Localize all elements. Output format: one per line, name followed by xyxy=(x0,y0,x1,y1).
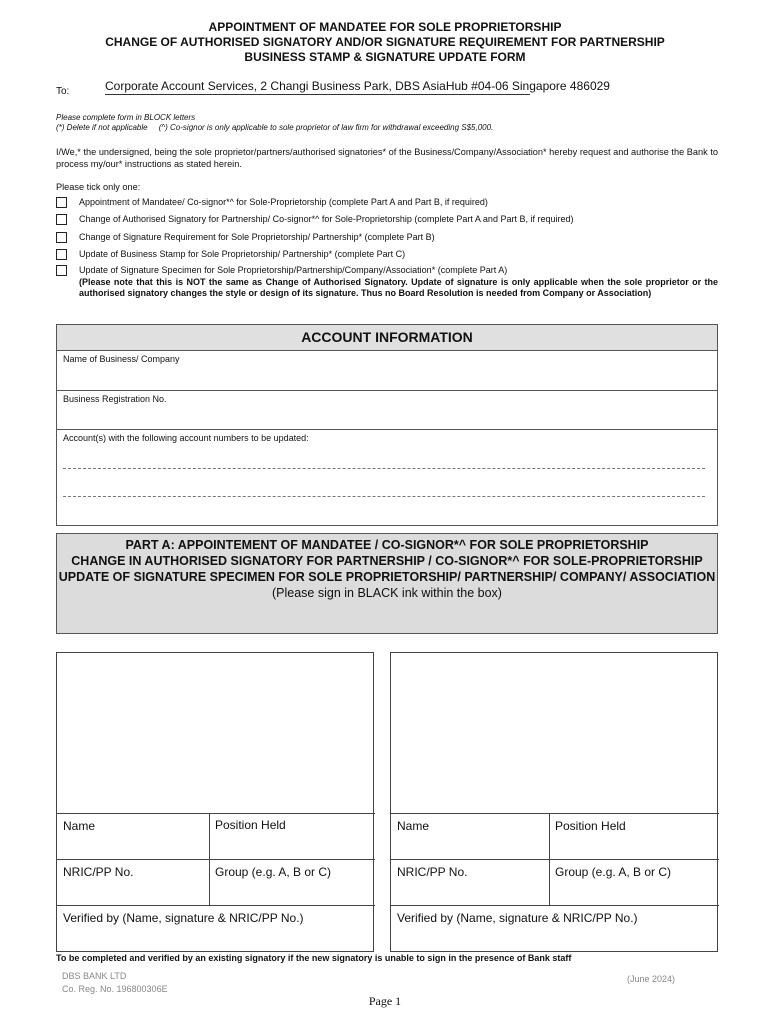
account-information-heading: ACCOUNT INFORMATION xyxy=(57,325,717,350)
business-name-label: Name of Business/ Company xyxy=(63,354,180,364)
verification-note: To be completed and verified by an existing signatory if the new signatory is unable to sign in the presence of Bank staff xyxy=(56,953,572,963)
nric-field-1[interactable] xyxy=(57,859,209,905)
option-update-business-stamp xyxy=(56,249,718,260)
group-label: Group (e.g. A, B or C) xyxy=(555,865,672,879)
option-label: Update of Signature Specimen for Sole Proprietorship/Partnership/Company/Association* (complete Part A) xyxy=(79,265,508,275)
account-information-section xyxy=(56,324,718,526)
option-change-signature-requirement xyxy=(56,232,718,243)
company-info xyxy=(62,970,168,996)
block-letters-note: Please complete form in BLOCK letters xyxy=(56,113,196,122)
to-label: To: xyxy=(56,86,70,97)
name-label: Name xyxy=(397,819,430,833)
position-held-field-1[interactable] xyxy=(209,813,375,859)
group-field-1[interactable] xyxy=(209,859,375,905)
signatory-box-1 xyxy=(56,652,374,952)
part-a-line-2: CHANGE IN AUTHORISED SIGNATORY FOR PARTNERSHIP / CO-SIGNOR*^ FOR SOLE-PROPRIETORSHIP xyxy=(71,554,703,568)
part-a-instruction: (Please sign in BLACK ink within the box) xyxy=(272,586,502,600)
title-line-3: BUSINESS STAMP & SIGNATURE UPDATE FORM xyxy=(244,50,526,64)
option-checkbox[interactable] xyxy=(56,249,67,260)
option-label: Update of Business Stamp for Sole Proprietorship/ Partnership* (complete Part C) xyxy=(79,249,406,259)
title-line-1: APPOINTMENT OF MANDATEE FOR SOLE PROPRIETORSHIP xyxy=(208,20,562,34)
option-label: Change of Signature Requirement for Sole Proprietorship/ Partnership* (complete Part B) xyxy=(79,232,435,242)
account-numbers-label: Account(s) with the following account numbers to be updated: xyxy=(63,433,309,443)
form-version-date: (June 2024) xyxy=(627,974,676,984)
signature-area-1[interactable] xyxy=(57,653,373,813)
title-line-2: CHANGE OF AUTHORISED SIGNATORY AND/OR SIGNATURE REQUIREMENT FOR PARTNERSHIP xyxy=(105,35,665,49)
verified-by-label: Verified by (Name, signature & NRIC/PP No.) xyxy=(63,911,304,925)
signature-area-2[interactable] xyxy=(391,653,717,813)
part-a-heading xyxy=(56,533,718,634)
business-name-field[interactable] xyxy=(57,350,717,390)
name-field-2[interactable] xyxy=(391,813,549,859)
position-held-field-2[interactable] xyxy=(549,813,719,859)
to-address: Corporate Account Services, 2 Changi Business Park, DBS AsiaHub #04-06 Singapore 486029 xyxy=(105,79,610,93)
nric-label: NRIC/PP No. xyxy=(63,865,134,879)
form-title xyxy=(0,20,770,65)
part-a-line-1: PART A: APPOINTEMENT OF MANDATEE / CO-SIGNOR*^ FOR SOLE PROPRIETORSHIP xyxy=(125,538,649,552)
option-checkbox[interactable] xyxy=(56,214,67,225)
column-divider xyxy=(209,813,210,905)
business-registration-label: Business Registration No. xyxy=(63,394,167,404)
delete-note: (*) Delete if not applicable (^) Co-signor is only applicable to sole proprietor of law firm for withdrawal exceeding S$5,000. xyxy=(56,123,494,132)
nric-field-2[interactable] xyxy=(391,859,549,905)
verified-by-label: Verified by (Name, signature & NRIC/PP No.) xyxy=(397,911,638,925)
page-number: Page 1 xyxy=(368,994,402,1008)
verified-by-field-2[interactable] xyxy=(391,905,719,952)
company-name: DBS BANK LTD xyxy=(62,971,127,981)
verified-by-field-1[interactable] xyxy=(57,905,375,952)
option-label: Appointment of Mandatee/ Co-signor*^ for Sole-Proprietorship (complete Part A and Part B, if required) xyxy=(79,197,488,207)
business-registration-field[interactable] xyxy=(57,390,717,429)
option-update-signature-specimen xyxy=(56,265,718,276)
account-numbers-field[interactable] xyxy=(57,429,717,525)
option-change-authorised-signatory xyxy=(56,214,718,225)
signature-update-note: (Please note that this is NOT the same as Change of Authorised Signatory. Update of signature is only applicable when the sole proprietor or the authorised signatory changes the style or design of its signature. Thus no Board Resolution is needed from Company or Association) xyxy=(79,277,718,298)
name-label: Name xyxy=(63,819,96,833)
option-checkbox[interactable] xyxy=(56,197,67,208)
nric-label: NRIC/PP No. xyxy=(397,865,468,879)
tick-instruction: Please tick only one: xyxy=(56,182,141,192)
position-held-label: Position Held xyxy=(215,818,286,832)
account-number-line xyxy=(63,496,705,497)
group-label: Group (e.g. A, B or C) xyxy=(215,865,332,879)
option-appointment-mandatee xyxy=(56,197,718,208)
position-held-label: Position Held xyxy=(555,819,626,833)
account-number-line xyxy=(63,468,705,469)
group-field-2[interactable] xyxy=(549,859,719,905)
option-checkbox[interactable] xyxy=(56,232,67,243)
declaration-text: I/We,* the undersigned, being the sole proprietor/partners/authorised signatories* of the Business/Company/Association* hereby request and authorise the Bank to process my/our* instructions as stated herein. xyxy=(56,147,718,169)
part-a-line-3: UPDATE OF SIGNATURE SPECIMEN FOR SOLE PROPRIETORSHIP/ PARTNERSHIP/ COMPANY/ ASSOCIATION xyxy=(58,570,716,584)
company-reg-no: Co. Reg. No. 196800306E xyxy=(62,984,168,994)
column-divider xyxy=(549,813,550,905)
option-label: Change of Authorised Signatory for Partnership/ Co-signor*^ for Sole-Proprietorship (complete Part A and Part B, if required) xyxy=(79,214,574,224)
signatory-box-2 xyxy=(390,652,718,952)
option-checkbox[interactable] xyxy=(56,265,67,276)
